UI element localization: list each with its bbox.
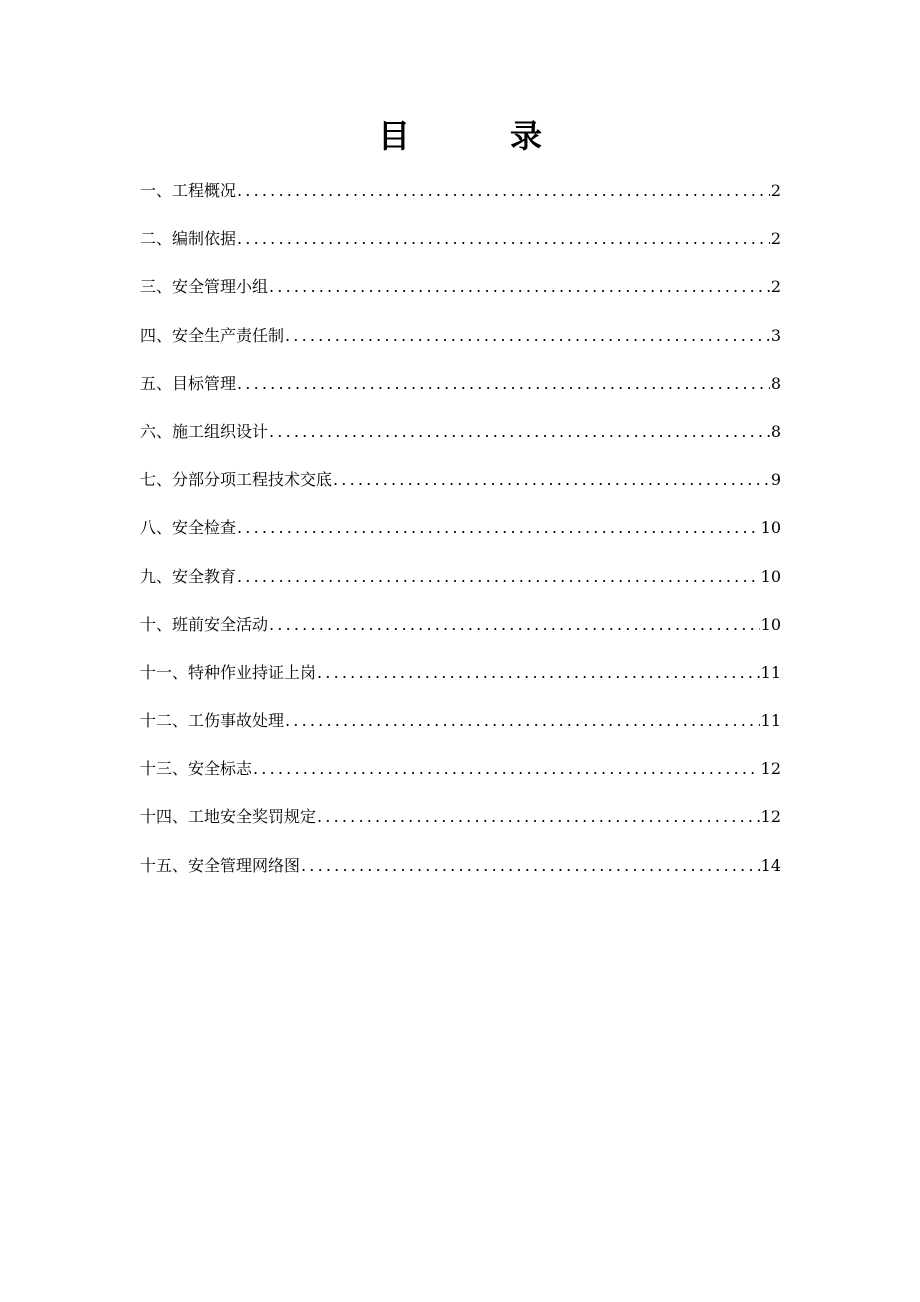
dot-leader — [237, 509, 760, 547]
toc-entry-page: 9 — [770, 470, 781, 490]
toc-entry[interactable] — [140, 461, 781, 509]
toc-entry-label: 五、目标管理 — [140, 373, 237, 393]
toc-entry[interactable] — [140, 558, 781, 606]
toc-entry-page: 10 — [760, 614, 781, 634]
dot-leader — [269, 606, 760, 644]
toc-entry-label: 九、安全教育 — [140, 566, 237, 586]
toc-entry-page: 14 — [760, 855, 781, 875]
toc-entry-page: 3 — [770, 325, 781, 345]
page-title: 目 录 — [377, 117, 576, 155]
toc-entry-label: 十五、安全管理网络图 — [140, 855, 301, 875]
toc-entry[interactable] — [140, 317, 781, 365]
toc-entry-label: 二、编制依据 — [140, 229, 237, 249]
toc-entry-label: 八、安全检查 — [140, 518, 237, 538]
toc-entry[interactable] — [140, 509, 781, 557]
toc-entry-page: 10 — [760, 518, 781, 538]
toc-entry-label: 十三、安全标志 — [140, 759, 253, 779]
toc-entry-label: 一、工程概况 — [140, 181, 237, 200]
toc-entry[interactable] — [140, 702, 781, 750]
toc-entry-label: 十二、工伤事故处理 — [140, 711, 285, 731]
toc-entry[interactable] — [140, 172, 781, 220]
toc-entry[interactable] — [140, 220, 781, 268]
toc-entry[interactable] — [140, 654, 781, 702]
dot-leader — [269, 413, 770, 451]
toc-entry-page: 11 — [760, 711, 781, 731]
dot-leader — [301, 847, 760, 885]
toc-list — [140, 172, 781, 895]
toc-entry[interactable] — [140, 750, 781, 798]
toc-entry[interactable] — [140, 606, 781, 654]
toc-entry-label: 十、班前安全活动 — [140, 614, 269, 634]
toc-entry[interactable] — [140, 365, 781, 413]
dot-leader — [237, 172, 770, 210]
toc-entry-page: 11 — [760, 662, 781, 682]
toc-entry-page: 12 — [760, 807, 781, 827]
toc-entry-label: 三、安全管理小组 — [140, 277, 269, 297]
dot-leader — [285, 702, 760, 740]
dot-leader — [333, 461, 770, 499]
toc-entry[interactable] — [140, 798, 781, 846]
dot-leader — [317, 798, 760, 836]
toc-entry-page: 2 — [770, 229, 781, 249]
toc-entry-label: 十四、工地安全奖罚规定 — [140, 807, 317, 827]
dot-leader — [237, 558, 760, 596]
toc-entry[interactable] — [140, 847, 781, 895]
toc-entry-page: 10 — [760, 566, 781, 586]
toc-entry-page: 12 — [760, 759, 781, 779]
toc-entry-label: 四、安全生产责任制 — [140, 325, 285, 345]
toc-entry-page: 2 — [770, 181, 781, 200]
toc-entry[interactable] — [140, 413, 781, 461]
toc-entry[interactable] — [140, 268, 781, 316]
toc-entry-label: 七、分部分项工程技术交底 — [140, 470, 333, 490]
toc-entry-page: 8 — [770, 373, 781, 393]
dot-leader — [317, 654, 760, 692]
dot-leader — [253, 750, 760, 788]
dot-leader — [269, 268, 770, 306]
dot-leader — [285, 317, 770, 355]
toc-entry-page: 8 — [770, 421, 781, 441]
toc-entry-label: 六、施工组织设计 — [140, 421, 269, 441]
dot-leader — [237, 365, 770, 403]
dot-leader — [237, 220, 770, 258]
toc-entry-label: 十一、特种作业持证上岗 — [140, 662, 317, 682]
toc-entry-page: 2 — [770, 277, 781, 297]
